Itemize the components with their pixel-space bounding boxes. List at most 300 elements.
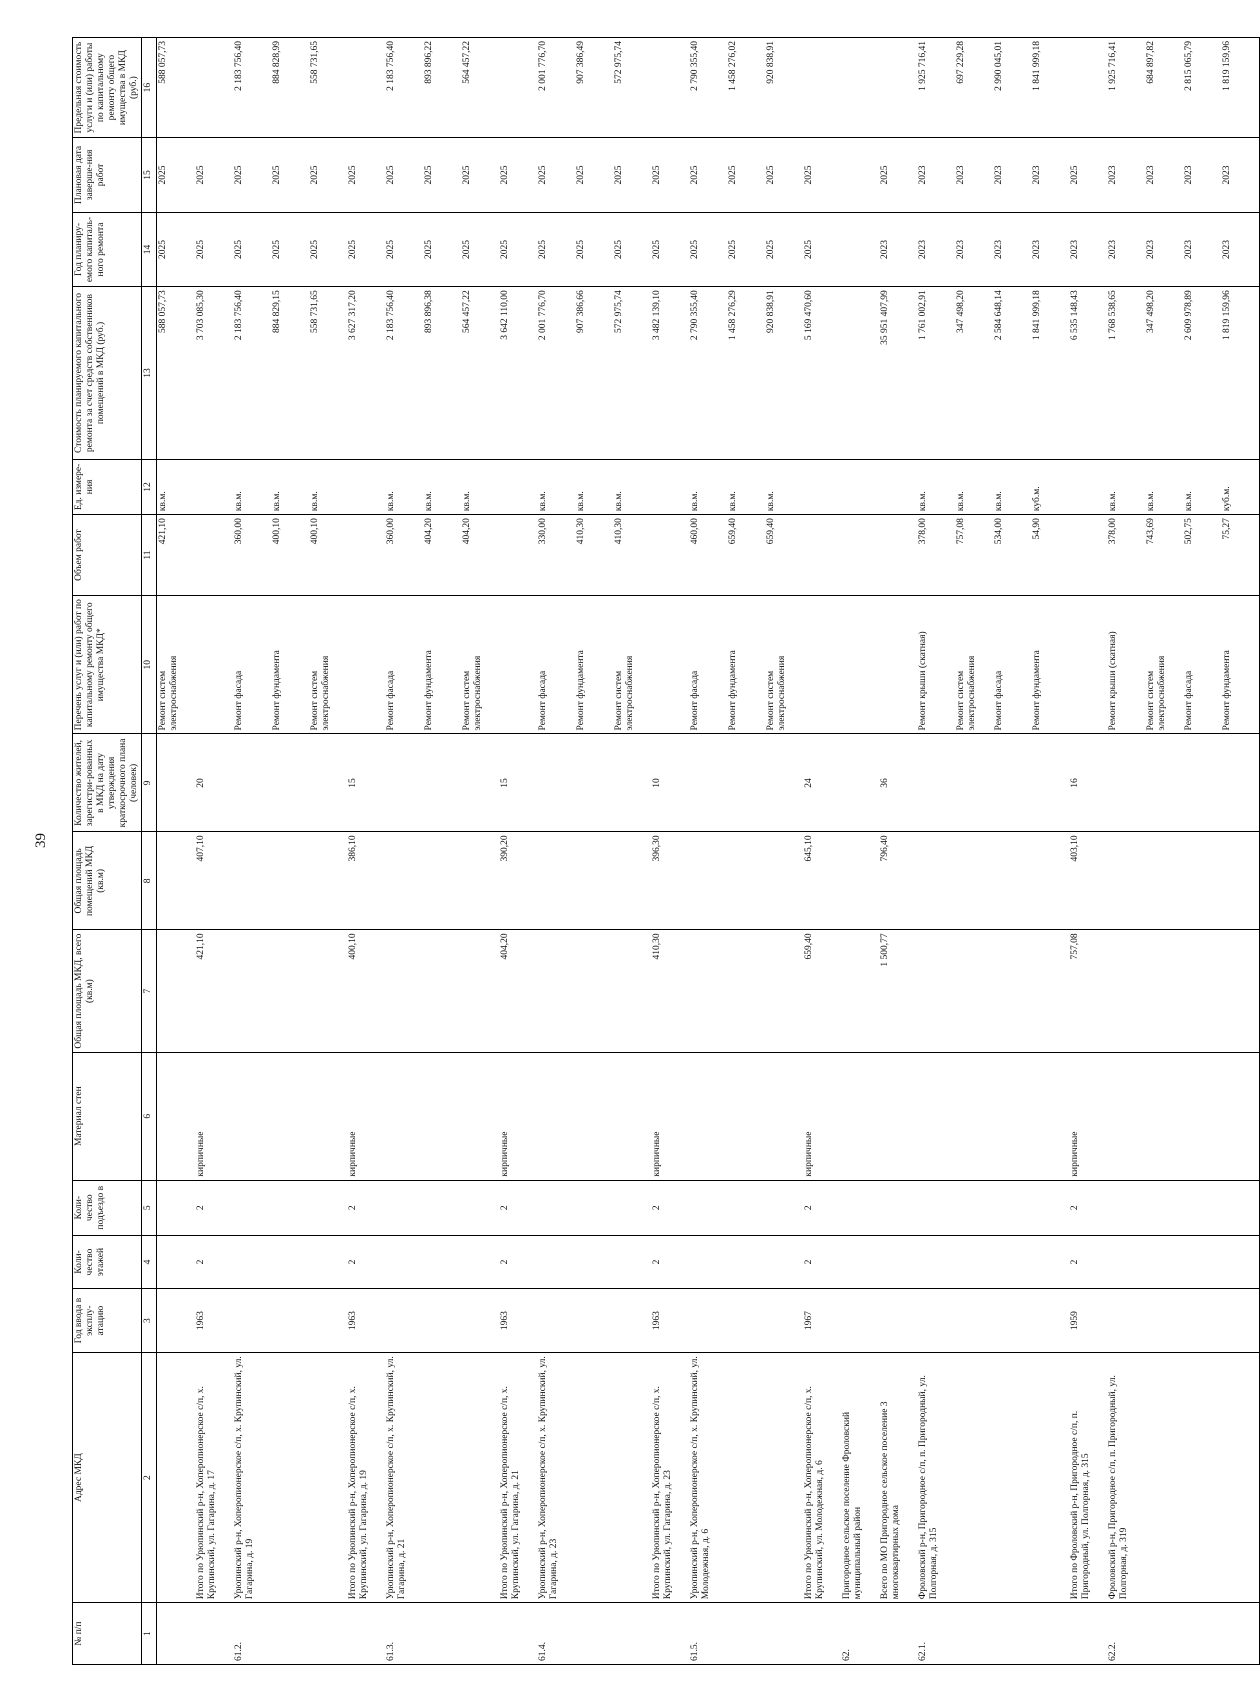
table-cell (955, 1603, 993, 1665)
table-cell: 2 183 756,40 (233, 287, 271, 459)
table-cell: 5 169 470,60 (803, 287, 841, 459)
table-cell: 2 (499, 1180, 537, 1235)
column-header: Общая площадь помещений МКД (кв.м) (73, 832, 142, 930)
column-number: 1 (142, 1603, 157, 1665)
table-cell (689, 832, 727, 930)
table-cell: 1959 (1069, 1289, 1107, 1353)
table-cell: 2023 (1221, 138, 1260, 213)
table-cell (765, 1180, 803, 1235)
table-cell (841, 138, 879, 213)
table-cell (1107, 1235, 1145, 1288)
table-cell: кв.м. (955, 459, 993, 514)
table-cell (651, 596, 689, 734)
table-cell (841, 1289, 879, 1353)
table-cell (423, 1052, 461, 1180)
table-cell: 2025 (689, 138, 727, 213)
table-cell (1183, 1052, 1221, 1180)
table-cell (689, 734, 727, 832)
column-header: Ед. измере-ния (73, 459, 142, 514)
table-cell (1145, 1180, 1183, 1235)
table-cell (423, 1353, 461, 1603)
table-cell: 2025 (461, 138, 499, 213)
table-row (613, 38, 651, 1665)
table-cell (841, 596, 879, 734)
table-cell (499, 515, 537, 596)
table-cell: кв.м. (765, 459, 803, 514)
table-cell: 2025 (575, 138, 613, 213)
table-cell (195, 459, 233, 514)
table-cell: 2023 (917, 138, 955, 213)
column-header: Объем работ (73, 515, 142, 596)
column-number: 11 (142, 515, 157, 596)
table-cell (271, 1289, 309, 1353)
table-cell (765, 1353, 803, 1603)
table-cell (765, 734, 803, 832)
table-cell: кирпичные (195, 1052, 233, 1180)
column-header: Год ввода в эксплу-атацию (73, 1289, 142, 1353)
table-cell (499, 1603, 537, 1665)
column-number: 3 (142, 1289, 157, 1353)
table-cell (803, 515, 841, 596)
table-cell: Ремонт фундамента (423, 596, 461, 734)
table-cell: 743,69 (1145, 515, 1183, 596)
table-cell (461, 1052, 499, 1180)
table-cell: 407,10 (195, 832, 233, 930)
table-cell: 2025 (347, 138, 385, 213)
table-cell: Ремонт систем электроснабжения (1145, 596, 1183, 734)
table-cell (271, 1603, 309, 1665)
table-cell (727, 1353, 765, 1603)
page-number: 39 (33, 833, 49, 848)
table-cell: 400,10 (309, 515, 347, 596)
table-cell (689, 1235, 727, 1288)
table-cell (613, 1289, 651, 1353)
table-cell: 410,30 (613, 515, 651, 596)
table-cell (195, 38, 233, 138)
table-cell (157, 930, 196, 1052)
table-row (1031, 38, 1069, 1665)
table-cell: 1 458 276,29 (727, 287, 765, 459)
table-cell: 2023 (917, 212, 955, 287)
table-cell (917, 1289, 955, 1353)
table-row (993, 38, 1031, 1665)
table-cell (1183, 832, 1221, 930)
table-cell: 360,00 (385, 515, 423, 596)
column-header: Коли-чество этажей (73, 1235, 142, 1288)
table-cell (1069, 1603, 1107, 1665)
table-row (499, 38, 537, 1665)
table-cell (347, 515, 385, 596)
column-header: Материал стен (73, 1052, 142, 1180)
table-cell: 16 (1069, 734, 1107, 832)
table-row (537, 38, 575, 1665)
table-cell (1183, 1603, 1221, 1665)
table-cell: Итого по Урюпинский р-н, Хоперопионерское с/п, х. Крупинский, ул. Гагарина, д. 17 (195, 1353, 233, 1603)
table-row (271, 38, 309, 1665)
table-cell: Ремонт крыши (скатная) (917, 596, 955, 734)
table-cell: Ремонт фасада (233, 596, 271, 734)
table-cell (271, 1353, 309, 1603)
table-row (917, 38, 955, 1665)
table-cell (689, 1180, 727, 1235)
table-cell (841, 1235, 879, 1288)
table-cell (917, 1180, 955, 1235)
table-cell (727, 1603, 765, 1665)
table-cell (803, 1603, 841, 1665)
column-number: 10 (142, 596, 157, 734)
table-cell: 15 (499, 734, 537, 832)
table-cell: 6 535 148,43 (1069, 287, 1107, 459)
table-cell: 2025 (347, 212, 385, 287)
table-row (1107, 38, 1145, 1665)
table-cell: кирпичные (651, 1052, 689, 1180)
table-cell: 61.3. (385, 1603, 423, 1665)
table-cell: 2025 (157, 212, 196, 287)
table-cell: 2025 (765, 212, 803, 287)
table-cell (1145, 1289, 1183, 1353)
table-cell (1107, 734, 1145, 832)
table-cell (1221, 734, 1260, 832)
table-cell: 2025 (195, 212, 233, 287)
table-cell (347, 38, 385, 138)
table-cell (1031, 1289, 1069, 1353)
table-cell (1183, 1353, 1221, 1603)
table-cell: 54,90 (1031, 515, 1069, 596)
table-cell: 1 458 276,02 (727, 38, 765, 138)
table-cell (879, 515, 917, 596)
table-cell: 2 609 978,89 (1183, 287, 1221, 459)
table-cell: 396,30 (651, 832, 689, 930)
table-cell: 884 829,15 (271, 287, 309, 459)
table-cell (955, 930, 993, 1052)
table-cell (309, 1180, 347, 1235)
table-cell: кв.м. (271, 459, 309, 514)
table-cell: Ремонт систем электроснабжения (955, 596, 993, 734)
table-cell (233, 1180, 271, 1235)
table-cell (917, 734, 955, 832)
table-cell (1221, 930, 1260, 1052)
table-cell (993, 1180, 1031, 1235)
table-cell: 3 703 085,30 (195, 287, 233, 459)
table-cell: 400,10 (271, 515, 309, 596)
table-cell (879, 1180, 917, 1235)
column-number: 13 (142, 287, 157, 459)
table-cell (157, 1180, 196, 1235)
column-header: Перечень услуг и (или) работ по капитальному ремонту общего имущества МКД* (73, 596, 142, 734)
table-cell (651, 515, 689, 596)
table-cell (157, 1289, 196, 1353)
table-cell (993, 1235, 1031, 1288)
table-cell (917, 1052, 955, 1180)
table-cell: 2023 (993, 212, 1031, 287)
table-cell (1145, 1603, 1183, 1665)
table-cell: 920 838,91 (765, 38, 803, 138)
table-cell: 2025 (613, 138, 651, 213)
column-header: Количество жителей, зарегистри-рованных в МКД на дату утверждения краткосрочного плана (человек) (73, 734, 142, 832)
table-cell (309, 1052, 347, 1180)
table-cell (955, 1180, 993, 1235)
table-cell: 2025 (613, 212, 651, 287)
table-cell (841, 459, 879, 514)
table-cell (689, 1052, 727, 1180)
table-cell (879, 459, 917, 514)
table-cell (423, 1603, 461, 1665)
table-cell (1031, 1603, 1069, 1665)
table-cell (537, 930, 575, 1052)
table-cell: 3 642 110,00 (499, 287, 537, 459)
table-cell: 572 975,74 (613, 287, 651, 459)
table-cell: 2023 (1145, 212, 1183, 287)
table-cell: Ремонт фундамента (575, 596, 613, 734)
table-cell: Фроловский р-н, Пригородное с/п, п. Пригородный, ул. Полгорная, д. 315 (917, 1353, 955, 1603)
table-cell: 2023 (1031, 138, 1069, 213)
table-cell (955, 832, 993, 930)
table-cell: 2025 (1069, 138, 1107, 213)
table-cell: 460,00 (689, 515, 727, 596)
table-cell: 884 828,99 (271, 38, 309, 138)
table-cell (955, 1235, 993, 1288)
table-cell (1221, 1235, 1260, 1288)
table-cell (727, 734, 765, 832)
table-cell: 659,40 (727, 515, 765, 596)
table-cell (1145, 832, 1183, 930)
table-header (73, 38, 157, 1665)
table-cell: 2025 (499, 138, 537, 213)
table-cell: 2025 (271, 138, 309, 213)
table-cell: кв.м. (1107, 459, 1145, 514)
table-cell: 659,40 (803, 930, 841, 1052)
table-cell: 61.4. (537, 1603, 575, 1665)
table-cell: 15 (347, 734, 385, 832)
table-cell: Урюпинский р-н, Хоперопионерское с/п, х. Крупинский, ул. Гагарина, д. 19 (233, 1353, 271, 1603)
table-cell: 2025 (537, 138, 575, 213)
table-cell: 1963 (347, 1289, 385, 1353)
column-number: 16 (142, 38, 157, 138)
table-row (347, 38, 385, 1665)
table-cell (309, 734, 347, 832)
table-cell (1069, 515, 1107, 596)
table-cell: 1 841 999,18 (1031, 38, 1069, 138)
table-cell (423, 930, 461, 1052)
table-cell (727, 1289, 765, 1353)
table-cell: кирпичные (499, 1052, 537, 1180)
table-cell (613, 734, 651, 832)
table-cell (879, 596, 917, 734)
table-cell: Ремонт фасада (689, 596, 727, 734)
table-cell: кв.м. (423, 459, 461, 514)
table-cell: 2025 (537, 212, 575, 287)
table-cell: 2025 (423, 212, 461, 287)
table-cell: 400,10 (347, 930, 385, 1052)
table-cell: кв.м. (917, 459, 955, 514)
table-cell (309, 1353, 347, 1603)
table-cell: кв.м. (157, 459, 196, 514)
table-cell: 2025 (803, 212, 841, 287)
table-row (651, 38, 689, 1665)
table-cell (1221, 1052, 1260, 1180)
header-row (73, 38, 142, 1665)
table-cell (841, 515, 879, 596)
table-cell: 2025 (765, 138, 803, 213)
table-cell (841, 1052, 879, 1180)
table-cell (651, 38, 689, 138)
table-cell (917, 930, 955, 1052)
table-cell: 645,10 (803, 832, 841, 930)
table-cell (689, 1289, 727, 1353)
table-cell: 2023 (1069, 212, 1107, 287)
table-cell: 757,08 (955, 515, 993, 596)
table-cell (233, 734, 271, 832)
table-cell: 410,30 (651, 930, 689, 1052)
table-cell (879, 1052, 917, 1180)
table-cell: 2025 (385, 138, 423, 213)
table-cell (385, 930, 423, 1052)
table-cell (575, 1603, 613, 1665)
table-cell: 2025 (195, 138, 233, 213)
table-cell (1031, 1235, 1069, 1288)
table-cell: 378,00 (1107, 515, 1145, 596)
table-cell: 404,20 (423, 515, 461, 596)
table-cell: Итого по Урюпинский р-н, Хоперопионерское с/п, х. Крупинский, ул. Гагарина, д. 23 (651, 1353, 689, 1603)
table-cell: 2025 (461, 212, 499, 287)
table-cell (575, 1235, 613, 1288)
table-cell (727, 832, 765, 930)
table-cell: 2 (651, 1235, 689, 1288)
table-cell (423, 734, 461, 832)
table-cell (955, 1289, 993, 1353)
table-cell: Ремонт систем электроснабжения (613, 596, 651, 734)
table-row (765, 38, 803, 1665)
table-row (1069, 38, 1107, 1665)
table-cell: Пригородное сельское поселение Фроловский муниципальный район (841, 1353, 879, 1603)
table-cell: 10 (651, 734, 689, 832)
table-cell (309, 832, 347, 930)
table-row (385, 38, 423, 1665)
table-cell (1221, 1289, 1260, 1353)
table-cell: Фроловский р-н, Пригородное с/п, п. Пригородный, ул. Полгорная, д. 319 (1107, 1353, 1145, 1603)
table-cell: 2 (347, 1235, 385, 1288)
table-cell (423, 832, 461, 930)
table-cell: Ремонт фасада (1183, 596, 1221, 734)
table-cell: кв.м. (727, 459, 765, 514)
table-row (461, 38, 499, 1665)
table-cell: 2 183 756,40 (385, 38, 423, 138)
table-cell: 2 001 776,70 (537, 38, 575, 138)
table-cell: 1 819 159,96 (1221, 38, 1260, 138)
table-cell (461, 1235, 499, 1288)
table-cell: Итого по Фроловский р-н, Пригородное с/п, п. Пригородный, ул. Полгорная, д. 315 (1069, 1353, 1107, 1603)
table-cell (385, 1180, 423, 1235)
table-cell (955, 734, 993, 832)
table-cell: 2025 (727, 138, 765, 213)
table-cell (841, 832, 879, 930)
table-cell: Ремонт систем электроснабжения (309, 596, 347, 734)
table-cell: 2 (347, 1180, 385, 1235)
table-cell: кв.м. (1183, 459, 1221, 514)
table-cell (1183, 1235, 1221, 1288)
table-cell (575, 832, 613, 930)
table-cell: кв.м. (309, 459, 347, 514)
column-header: Плановая дата заверше-ния работ (73, 138, 142, 213)
table-cell (879, 1289, 917, 1353)
table-cell: кв.м. (1145, 459, 1183, 514)
table-cell: Урюпинский р-н, Хоперопионерское с/п, х. Крупинский, ул. Гагарина, д. 21 (385, 1353, 423, 1603)
table-cell: Всего по МО Пригородное сельское поселение 3 многоквартирных дома (879, 1353, 917, 1603)
table-cell (157, 832, 196, 930)
table-cell: 347 498,20 (1145, 287, 1183, 459)
table-cell: Урюпинский р-н, Хоперопионерское с/п, х. Крупинский, ул. Гагарина, д. 23 (537, 1353, 575, 1603)
table-cell (765, 1603, 803, 1665)
table-cell (423, 1289, 461, 1353)
table-cell (1031, 930, 1069, 1052)
table-cell (385, 1289, 423, 1353)
table-cell: 697 229,28 (955, 38, 993, 138)
table-cell (613, 832, 651, 930)
table-cell: 1 925 716,41 (1107, 38, 1145, 138)
table-cell (309, 1235, 347, 1288)
table-cell (385, 1052, 423, 1180)
column-number: 8 (142, 832, 157, 930)
table-cell: 920 838,91 (765, 287, 803, 459)
table-cell: 2025 (651, 138, 689, 213)
table-cell: 2023 (1145, 138, 1183, 213)
table-cell: 2 183 756,40 (233, 38, 271, 138)
table-row (309, 38, 347, 1665)
table-cell (613, 930, 651, 1052)
table-cell: 2025 (879, 138, 917, 213)
table-cell: 62.2. (1107, 1603, 1145, 1665)
table-cell (1145, 930, 1183, 1052)
table-cell: 588 057,73 (157, 38, 196, 138)
table-row (955, 38, 993, 1665)
table-cell: 588 057,73 (157, 287, 196, 459)
table-cell (993, 1603, 1031, 1665)
table-cell: 2023 (879, 212, 917, 287)
table-cell: 1963 (195, 1289, 233, 1353)
table-cell: 2025 (727, 212, 765, 287)
table-cell: кв.м. (385, 459, 423, 514)
table-cell: 62.1. (917, 1603, 955, 1665)
column-number: 2 (142, 1353, 157, 1603)
column-number: 6 (142, 1052, 157, 1180)
table-cell (841, 1180, 879, 1235)
table-cell: 1 500,77 (879, 930, 917, 1052)
table-cell: 572 975,74 (613, 38, 651, 138)
table-cell (803, 596, 841, 734)
table-cell: 2 (651, 1180, 689, 1235)
table-cell: куб.м. (1031, 459, 1069, 514)
table-cell (613, 1353, 651, 1603)
table-cell (233, 930, 271, 1052)
table-cell: кв.м. (575, 459, 613, 514)
column-number: 4 (142, 1235, 157, 1288)
table-cell: Ремонт фундамента (271, 596, 309, 734)
table-cell: 360,00 (233, 515, 271, 596)
table-cell (195, 515, 233, 596)
table-cell (461, 1353, 499, 1603)
table-cell: Итого по Урюпинский р-н, Хоперопионерское с/п, х. Крупинский, ул. Гагарина, д. 21 (499, 1353, 537, 1603)
table-cell: 2025 (233, 138, 271, 213)
table-cell: 2 990 045,01 (993, 38, 1031, 138)
table-cell (765, 1052, 803, 1180)
table-cell: 1 925 716,41 (917, 38, 955, 138)
table-cell: 3 627 317,20 (347, 287, 385, 459)
table-cell (195, 1603, 233, 1665)
table-row (195, 38, 233, 1665)
table-cell (1107, 1180, 1145, 1235)
table-cell: 2 584 648,14 (993, 287, 1031, 459)
table-cell: 3 482 139,10 (651, 287, 689, 459)
